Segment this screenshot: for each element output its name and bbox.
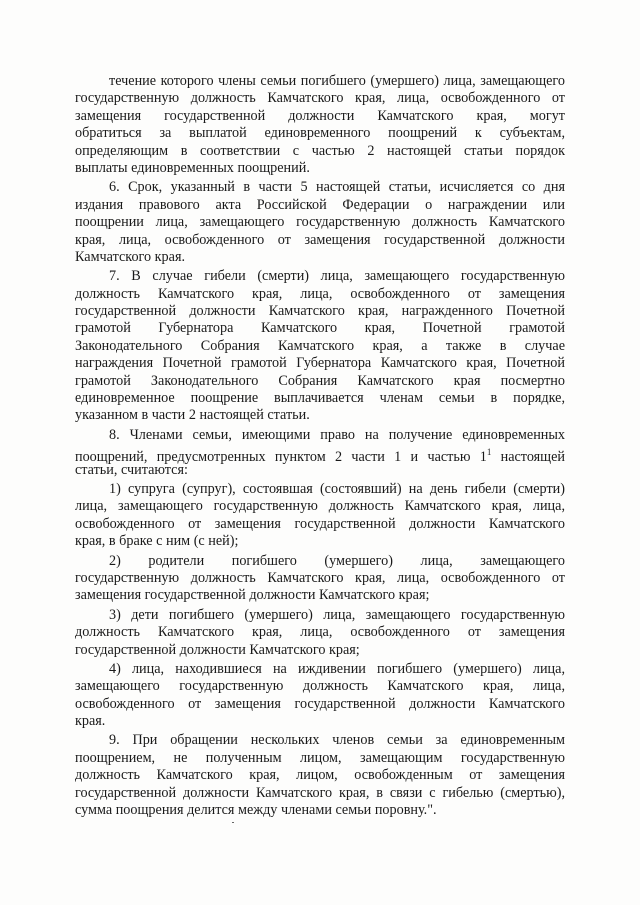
text-line: края, в браке с ним (с ней); xyxy=(75,533,239,550)
text-line: 8. Членами семьи, имеющими право на получение единовременных xyxy=(109,426,565,443)
text-line: течение которого члены семьи погибшего (умершего) лица, замещающего xyxy=(109,73,565,89)
text-line: грамотой Губернатора Камчатского края, Почетной грамотой xyxy=(75,320,565,337)
text-line: 9. При обращении нескольких членов семьи за единовременным xyxy=(109,732,565,749)
paragraph-p8-1 xyxy=(75,481,565,551)
text-line: освобожденного от замещения государственной должности Камчатского xyxy=(75,695,565,712)
text-line: 7. В случае гибели (смерти) лица, замещающего государственную xyxy=(109,268,565,285)
text-line: замещения государственной должности Камчатского края, могут xyxy=(75,107,565,124)
text-line: 1) супруга (супруг), состоявшая (состоявший) на день гибели (смерти) xyxy=(109,480,565,497)
text-line: обратиться за выплатой единовременного поощрений к субъектам, xyxy=(75,125,565,142)
text-line: Камчатского края. xyxy=(75,248,186,265)
text-line: должность Камчатского края, лицом, освобожденным от замещения xyxy=(75,767,565,784)
text-line: края, лица, освобожденного от замещения государственной должности xyxy=(75,231,565,248)
document-body xyxy=(75,73,565,819)
text-line: Законодательного Собрания Камчатского края, а также в случае xyxy=(75,337,565,354)
paragraph-p9 xyxy=(75,732,565,819)
text-line: 6. Срок, указанный в части 5 настоящей статьи, исчисляется со дня xyxy=(109,179,565,196)
paragraph-p8-4 xyxy=(75,661,565,731)
text-line: государственной должности Камчатского края, в связи с гибелью (смертью), xyxy=(75,784,565,801)
text-line: замещающего государственную должность Камчатского края, лица, xyxy=(75,678,565,695)
text-line: указанном в части 2 настоящей статьи. xyxy=(75,407,310,424)
text-line: должность Камчатского края, лица, освобожденного от замещения xyxy=(75,624,565,641)
text-line: края. xyxy=(75,713,106,730)
text-line: 2) родители погибшего (умершего) лица, замещающего xyxy=(109,552,565,569)
text-fragment: поощрений, предусмотренных пунктом 2 части 1 и частью 1 xyxy=(75,449,487,466)
text-line: статьи, считаются: xyxy=(75,461,188,478)
text-line: грамотой Законодательного Собрания Камчатского края посмертно xyxy=(75,372,565,389)
paragraph-p-cont xyxy=(75,73,565,177)
text-fragment: настоящей xyxy=(491,449,565,466)
text-line: выплаты единовременных поощрений. xyxy=(75,159,310,176)
text-line: награждения Почетной грамотой Губернатора Камчатского края, Почетной xyxy=(75,355,565,372)
text-line: единовременное поощрение выплачивается членам семьи в порядке, xyxy=(75,390,565,407)
text-line: замещения государственной должности Камчатского края; xyxy=(75,587,430,604)
text-line: должность Камчатского края, лица, освобожденного от замещения xyxy=(75,285,565,302)
text-line: государственную должность Камчатского края, лица, освобожденного от xyxy=(75,569,565,586)
paragraph-p8 xyxy=(75,427,565,479)
superscript: 1 xyxy=(486,447,492,458)
text-line: сумма поощрения делится между членами семьи поровну.". xyxy=(75,802,437,819)
text-line xyxy=(75,444,565,466)
text-line: 3) дети погибшего (умершего) лица, замещающего государственную xyxy=(109,606,565,623)
text-line: государственной должности Камчатского края; xyxy=(75,641,360,658)
text-line: лица, замещающего государственную должность Камчатского края, лица, xyxy=(75,498,565,515)
text-line: поощрением, не полученным лицом, замещающим государственную xyxy=(75,749,565,766)
text-line: государственную должность Камчатского края, лица, освобожденного от xyxy=(75,90,565,107)
paragraph-p7 xyxy=(75,268,565,425)
text-line: 4) лица, находившиеся на иждивении погибшего (умершего) лица, xyxy=(109,660,565,677)
paragraph-p8-2 xyxy=(75,553,565,605)
text-line: издания правового акта Российской Федерации о награждении или xyxy=(75,196,565,213)
scan-speck xyxy=(232,822,234,823)
paragraph-p6 xyxy=(75,179,565,266)
paragraph-p8-3 xyxy=(75,607,565,659)
text-line: государственной должности Камчатского края, награжденного Почетной xyxy=(75,303,565,320)
text-line: поощрении лица, замещающего государственную должность Камчатского xyxy=(75,214,565,231)
text-line: освобожденного от замещения государственной должности Камчатского xyxy=(75,515,565,532)
text-line: определяющим в соответствии с частью 2 настоящей статьи порядок xyxy=(75,142,565,159)
